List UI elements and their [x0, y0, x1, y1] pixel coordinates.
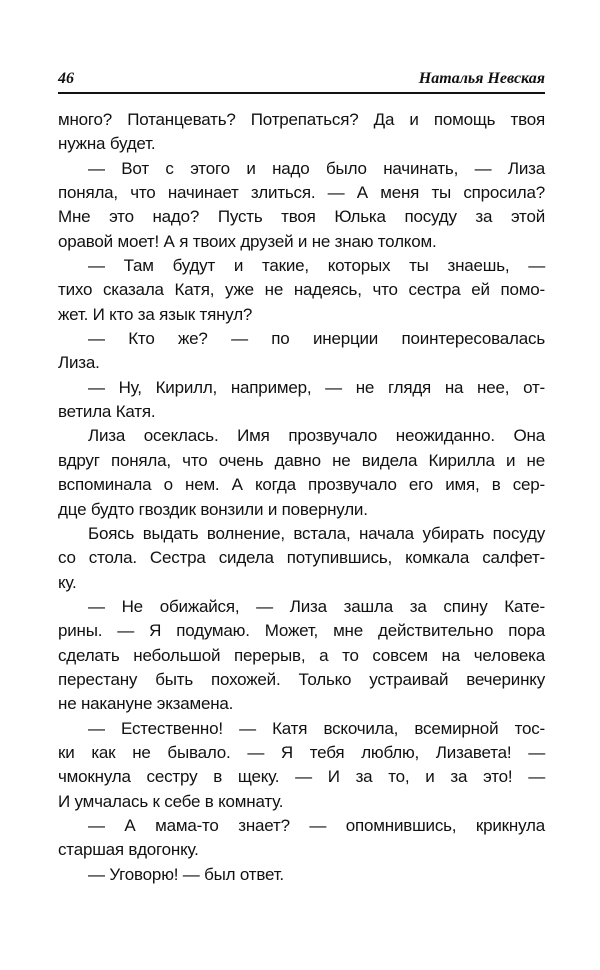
- paragraph: [58, 254, 545, 327]
- text-line: не накануне экзамена.: [58, 694, 234, 714]
- page-body-text: [58, 108, 545, 887]
- text-line: — Уговорю! — был ответ.: [88, 864, 284, 884]
- text-line: оравой моет! А я твоих друзей и не знаю толком.: [58, 231, 437, 251]
- text-line: ки как не бывало. — Я тебя люблю, Лизавета! —: [58, 742, 545, 762]
- text-line: Лиза.: [58, 353, 100, 373]
- running-header: [58, 68, 545, 94]
- text-line: дце будто гвоздик вонзили и повернули.: [58, 499, 368, 519]
- text-line: ветила Катя.: [58, 402, 156, 422]
- text-line: — А мама-то знает? — опомнившись, крикнула: [88, 815, 545, 835]
- text-line: много? Потанцевать? Потрепаться? Да и помощь твоя: [58, 110, 545, 129]
- paragraph: [58, 327, 545, 376]
- paragraph: [58, 108, 545, 157]
- text-line: сделать небольшой перерыв, а то совсем на человека: [58, 645, 545, 665]
- paragraph: [58, 595, 545, 717]
- paragraph: [58, 814, 545, 863]
- text-line: вдруг поняла, что очень давно не видела Кирилла и не: [58, 450, 545, 470]
- text-line: нужна будет.: [58, 134, 156, 154]
- paragraph: [58, 863, 545, 887]
- text-line: — Не обижайся, — Лиза зашла за спину Кате-: [88, 596, 545, 616]
- paragraph: [58, 157, 545, 254]
- paragraph: [58, 717, 545, 814]
- paragraph: [58, 376, 545, 425]
- text-line: чмокнула сестру в щеку. — И за то, и за это! —: [58, 767, 545, 787]
- text-line: Боясь выдать волнение, встала, начала убирать посуду: [88, 523, 545, 543]
- text-line: — Ну, Кирилл, например, — не глядя на нее, от-: [88, 377, 545, 397]
- text-line: Мне это надо? Пусть твоя Юлька посуду за этой: [58, 207, 545, 227]
- text-line: рины. — Я подумаю. Может, мне действительно пора: [58, 621, 545, 641]
- text-line: Лиза осеклась. Имя прозвучало неожиданно. Она: [88, 426, 545, 446]
- text-line: вспоминала о нем. А когда прозвучало его имя, в сер-: [58, 475, 545, 495]
- text-line: со стола. Сестра сидела потупившись, комкала салфет-: [58, 548, 545, 568]
- text-line: перестану быть похожей. Только устраивай вечеринку: [58, 669, 545, 689]
- text-line: жет. И кто за язык тянул?: [58, 304, 253, 324]
- text-line: старшая вдогонку.: [58, 840, 199, 860]
- text-line: — Кто же? — по инерции поинтересовалась: [88, 329, 545, 349]
- text-line: — Там будут и такие, которых ты знаешь, —: [88, 256, 545, 276]
- text-line: ку.: [58, 572, 77, 592]
- text-line: тихо сказала Катя, уже не надеясь, что сестра ей помо-: [58, 280, 545, 300]
- author-name: Наталья Невская: [418, 70, 545, 87]
- text-line: И умчалась к себе в комнату.: [58, 791, 284, 811]
- text-line: поняла, что начинает злиться. — А меня ты спросила?: [58, 183, 545, 203]
- text-line: — Естественно! — Катя вскочила, всемирной тос-: [88, 718, 545, 738]
- page-number: 46: [58, 70, 74, 87]
- paragraph: [58, 424, 545, 521]
- paragraph: [58, 522, 545, 595]
- text-line: — Вот с этого и надо было начинать, — Лиза: [88, 158, 545, 178]
